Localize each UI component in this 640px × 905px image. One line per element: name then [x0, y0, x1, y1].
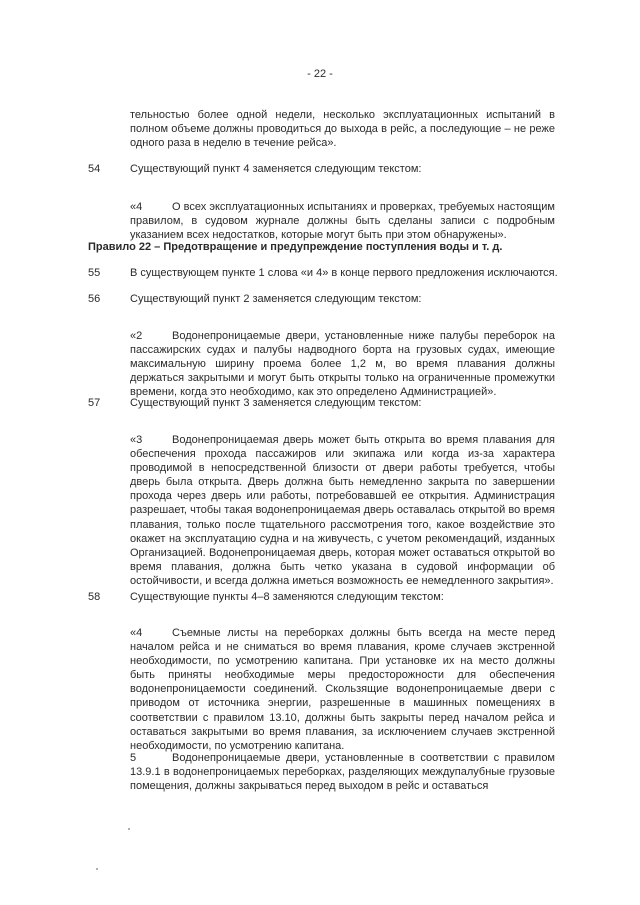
quote-text-57: Водонепроницаемая дверь может быть открыта во время плавания для обеспечения прохода пассажиров или экипажа или когда из-за характера проводимой в непосредственной близости от двери работы требуется, чтобы дверь была открыта. Дверь должна быть немедленно закрыта по завершении прохода через дверь или работы, потребовавшей ее открытия. Администрация разрешает, чтобы такая водонепроницаемая дверь оставалась открытой во время плавания, только после тщательного рассмотрения того, какое воздействие это окажет на эксплуатацию судна и на живучесть, с учетом рекомендаций, изданных Организацией. Водонепроницаемая дверь, которая может оставаться открытой во время плавания, должна быть четко указана в судовой информации об остойчивости, и всегда должна иметься возможность ее немедленного закрытия».: [130, 434, 555, 587]
item-text-54: Существующий пункт 4 заменяется следующим текстом:: [130, 163, 422, 175]
item-text-57: Существующий пункт 3 заменяется следующим текстом:: [130, 397, 422, 409]
quote-58-part5: [130, 751, 555, 793]
item-number-57: 57: [88, 397, 101, 409]
quote-text-58-part5: Водонепроницаемые двери, установленные в соответствии с правилом 13.9.1 в водонепроницаемых переборках, разделяющих междупалубные грузовые помещения, должны закрываться перед выходом в рейс и оставаться: [130, 752, 555, 793]
scan-speck: [96, 868, 98, 870]
quote-text-56: Водонепроницаемые двери, установленные ниже палубы переборок на пассажирских судах и палубы надводного борта на грузовых судах, имеющие максимальную ширину проема более 1,2 м, во время плавания должны держаться закрытыми и могут быть открыты только на ограниченные промежутки времени, когда это необходимо, как это определено Администрацией».: [130, 330, 555, 399]
scan-speck: [128, 828, 130, 830]
intro-paragraph: тельностью более одной недели, несколько эксплуатационных испытаний в полном объеме должны проводиться до выхода в рейс, а последующие – не реже одного раза в неделю в течение рейса».: [130, 109, 555, 150]
quote-prefix-56: «2: [130, 330, 143, 342]
quote-text-54: О всех эксплуатационных испытаниях и проверках, требуемых настоящим правилом, в судовом журнале должны быть сделаны записи с подробным указанием всех недостатков, которые могут быть при этом обнаружены».: [130, 201, 555, 242]
item-number-54: 54: [88, 163, 101, 175]
quote-text-58-part4: Съемные листы на переборках должны быть всегда на месте перед началом рейса и не сниматься во время плавания, кроме случаев экстренной необходимости, по усмотрению капитана. При установке их на место должны быть приняты необходимые меры предосторожности для обеспечения водонепроницаемости соединений. Скользящие водонепроницаемые двери с приводом от источника энергии, разрешенные в машинных помещениях в соответствии с правилом 13.10, должны быть закрыты перед началом рейса и оставаться закрытыми во время плавания, за исключением случаев экстренной необходимости, по усмотрению капитана.: [130, 627, 555, 752]
quote-54: [130, 200, 555, 242]
item-text-55: В существующем пункте 1 слова «и 4» в конце первого предложения исключаются.: [130, 267, 558, 279]
quote-prefix-58-part4: «4: [130, 627, 143, 639]
item-number-58: 58: [88, 591, 101, 603]
quote-58-part4: [130, 626, 555, 753]
item-number-55: 55: [88, 267, 101, 279]
page-number: - 22 -: [307, 68, 333, 80]
quote-prefix-58-part5: 5: [130, 752, 137, 764]
item-text-56: Существующий пункт 2 заменяется следующим текстом:: [130, 293, 422, 305]
quote-56: [130, 329, 555, 399]
quote-prefix-54: «4: [130, 201, 143, 213]
item-number-56: 56: [88, 293, 101, 305]
rule-heading: Правило 22 – Предотвращение и предупреждение поступления воды и т. д.: [88, 241, 503, 253]
quote-57: [130, 433, 555, 588]
item-text-58: Существующие пункты 4–8 заменяются следующим текстом:: [130, 591, 444, 603]
quote-prefix-57: «3: [130, 434, 143, 446]
